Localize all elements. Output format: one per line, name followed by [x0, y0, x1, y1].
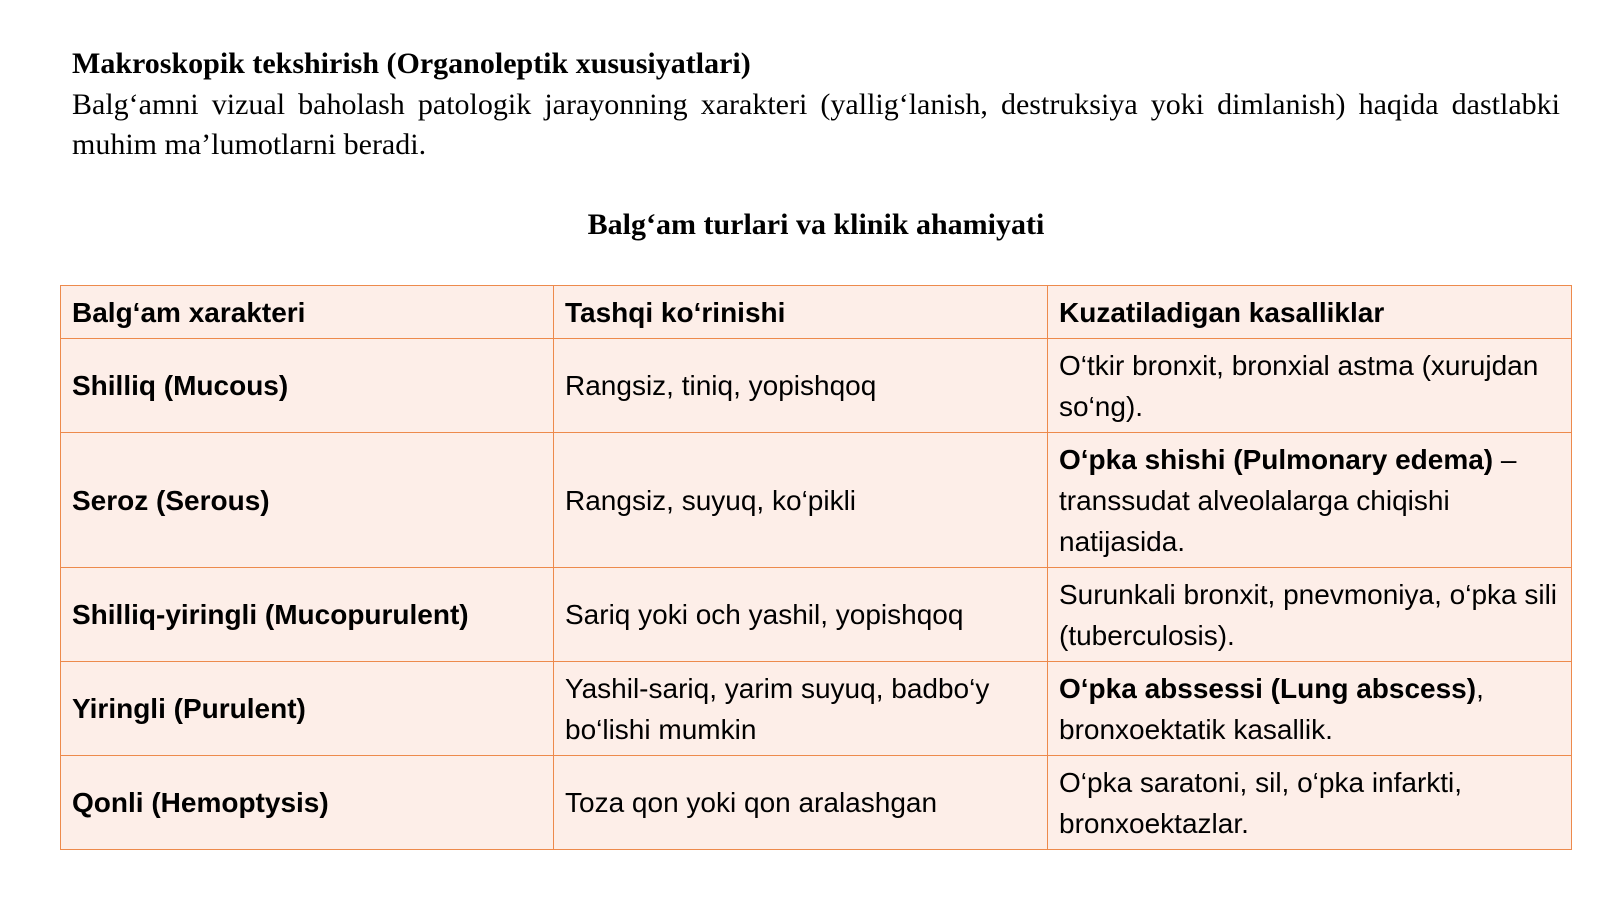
- cell-appearance: Rangsiz, tiniq, yopishqoq: [554, 339, 1048, 433]
- table-row: [61, 662, 1572, 756]
- cell-type: Qonli (Hemoptysis): [61, 756, 554, 850]
- diseases-highlight: O‘pka abssessi (Lung abscess): [1059, 672, 1477, 704]
- intro-paragraph: Balg‘amni vizual baholash patologik jarayonning xarakteri (yallig‘lanish, destruksiya yoki dimlanish) haqida dastlabki muhim ma’lumotlarni beradi.: [72, 88, 1560, 161]
- cell-diseases: [1048, 756, 1572, 850]
- section-heading: Makroskopik tekshirish (Organoleptik xususiyatlari): [72, 47, 751, 80]
- diseases-text: O‘tkir bronxit, bronxial astma (xurujdan so‘ng).: [1059, 349, 1539, 422]
- cell-diseases: [1048, 568, 1572, 662]
- cell-type: Shilliq-yiringli (Mucopurulent): [61, 568, 554, 662]
- table-row: [61, 568, 1572, 662]
- table-header-row: [61, 286, 1572, 339]
- sputum-types-table: [60, 285, 1572, 850]
- cell-type: Yiringli (Purulent): [61, 662, 554, 756]
- diseases-text: – transsudat alveolalarga chiqishi natijasida.: [1059, 443, 1517, 557]
- header-cell-type: Balg‘am xarakteri: [61, 286, 554, 339]
- diseases-text: , bronxoektatik kasallik.: [1059, 672, 1484, 745]
- cell-appearance: Rangsiz, suyuq, ko‘pikli: [554, 433, 1048, 568]
- cell-appearance: Toza qon yoki qon aralashgan: [554, 756, 1048, 850]
- cell-diseases: [1048, 339, 1572, 433]
- header-cell-appearance: Tashqi ko‘rinishi: [554, 286, 1048, 339]
- table-row: [61, 433, 1572, 568]
- cell-diseases: [1048, 662, 1572, 756]
- table-row: [61, 756, 1572, 850]
- cell-type: Seroz (Serous): [61, 433, 554, 568]
- table-title: Balg‘am turlari va klinik ahamiyati: [587, 208, 1045, 241]
- diseases-highlight: O‘pka shishi (Pulmonary edema): [1059, 443, 1494, 475]
- cell-type: Shilliq (Mucous): [61, 339, 554, 433]
- diseases-text: Surunkali bronxit, pnevmoniya, o‘pka sili (tuberculosis).: [1059, 578, 1558, 651]
- cell-diseases: [1048, 433, 1572, 568]
- cell-appearance: Yashil-sariq, yarim suyuq, badbo‘y bo‘lishi mumkin: [554, 662, 1048, 756]
- cell-appearance: Sariq yoki och yashil, yopishqoq: [554, 568, 1048, 662]
- header-cell-diseases: Kuzatiladigan kasalliklar: [1048, 286, 1572, 339]
- diseases-text: O‘pka saratoni, sil, o‘pka infarkti, bronxoektazlar.: [1059, 766, 1463, 839]
- table-row: [61, 339, 1572, 433]
